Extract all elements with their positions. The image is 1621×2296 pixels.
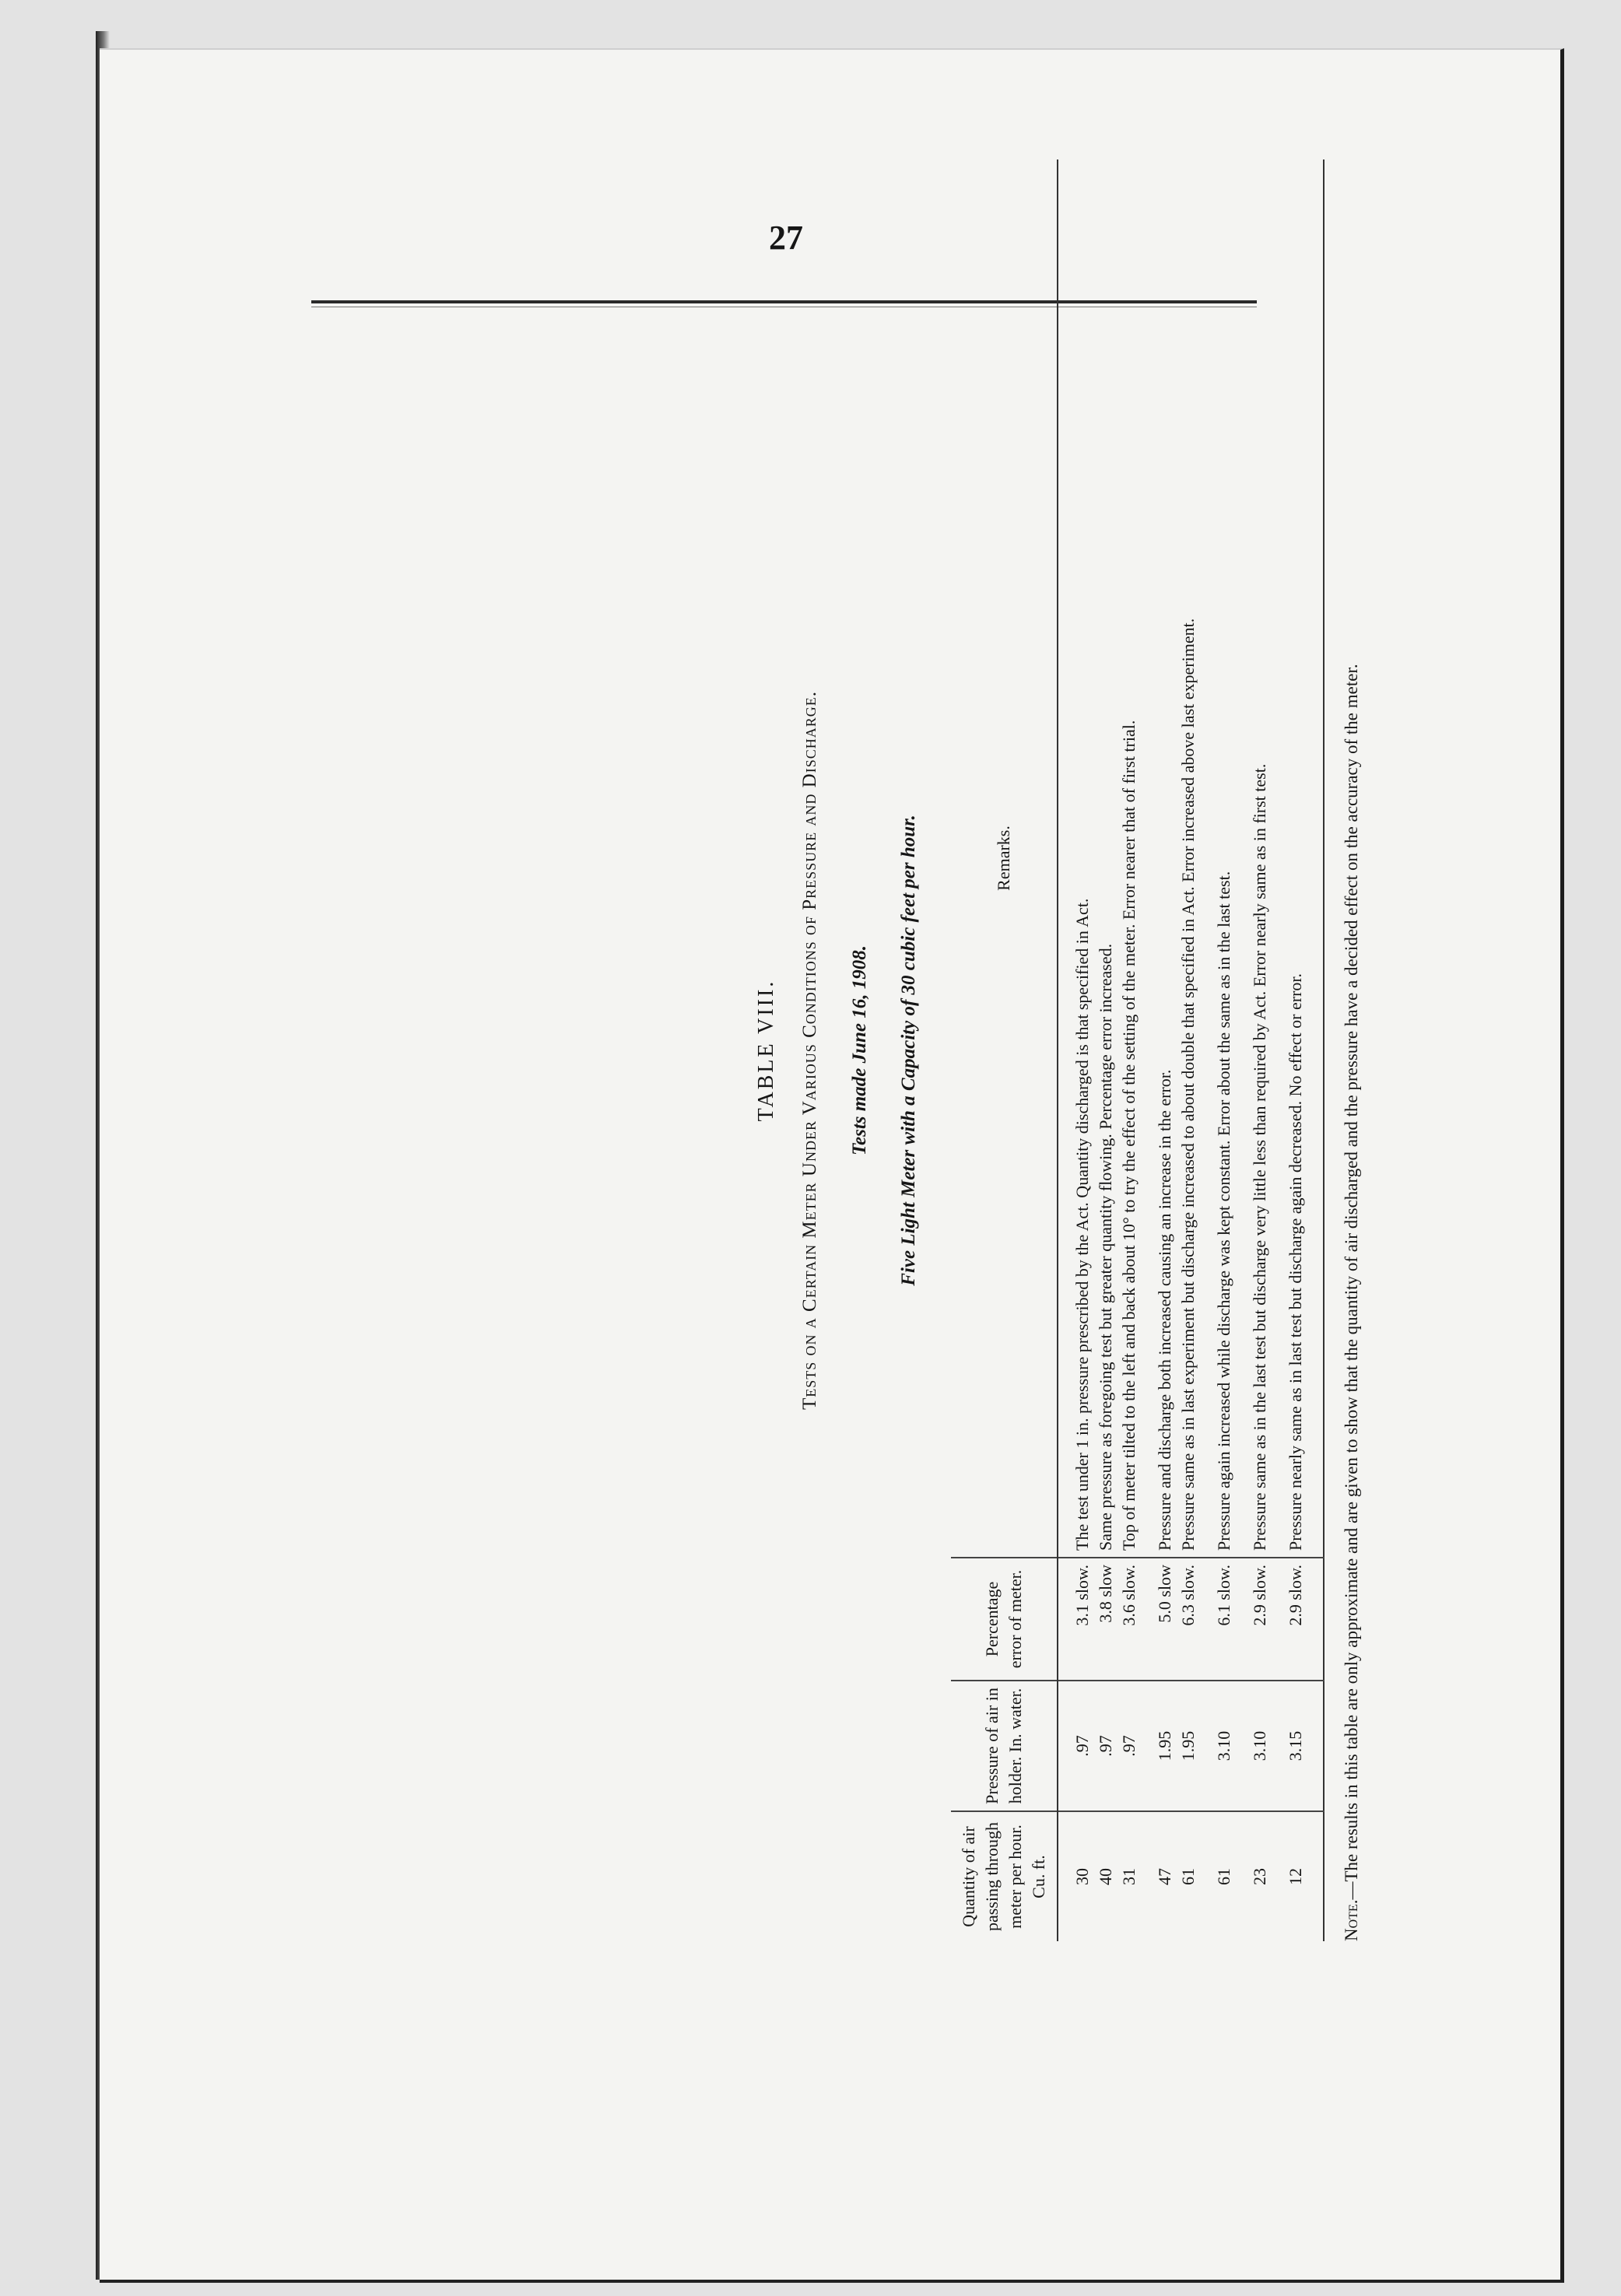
table-row	[1141, 159, 1177, 1941]
error-cell: 6.1 slow.	[1200, 1558, 1236, 1681]
quantity-cell: 23	[1250, 1868, 1269, 1885]
error-cell: 2.9 slow.	[1272, 1558, 1324, 1681]
quantity-cell: 30	[1072, 1868, 1092, 1885]
header-remarks: Remarks.	[951, 159, 1058, 1558]
table-subtitle: Tests on a Certain Meter Under Various Conditions of Pressure and Discharge.	[799, 691, 820, 1410]
header-quantity: Quantity of air passing through meter per hour. Cu. ft.	[951, 1811, 1058, 1941]
rotated-table-block	[747, 132, 1603, 1968]
table-label: TABLE VIII.	[754, 979, 778, 1122]
table-row	[1058, 159, 1094, 1941]
pressure-cell: .97	[1094, 1681, 1118, 1811]
remarks-cell: Pressure same as in last experiment but discharge increased to about double that specified in Act. Error increased above last experiment.	[1177, 159, 1200, 1558]
table-row	[1272, 159, 1324, 1941]
test-results-table	[951, 159, 1325, 1941]
remarks-cell: Pressure nearly same as in last test but discharge again decreased. No effect or error.	[1272, 159, 1324, 1558]
pressure-cell: 1.95	[1141, 1681, 1177, 1811]
pressure-cell: 3.10	[1236, 1681, 1272, 1811]
pressure-cell: 3.15	[1272, 1681, 1324, 1811]
table-row	[1118, 159, 1141, 1941]
pressure-cell: .97	[1058, 1681, 1094, 1811]
quantity-cell: 61	[1178, 1868, 1198, 1885]
error-cell: 3.6 slow.	[1118, 1558, 1141, 1681]
table-row	[1177, 159, 1200, 1941]
table-row	[1200, 159, 1236, 1941]
quantity-cell: 61	[1214, 1868, 1233, 1885]
remarks-cell: The test under 1 in. pressure prescribed by the Act. Quantity discharged is that specified in Act.	[1058, 159, 1094, 1558]
error-cell: 2.9 slow.	[1236, 1558, 1272, 1681]
quantity-cell: 40	[1096, 1868, 1115, 1885]
remarks-cell: Top of meter tilted to the left and back about 10° to try the effect of the setting of the meter. Error nearer that of first trial.	[1118, 159, 1141, 1558]
pressure-cell: 3.10	[1200, 1681, 1236, 1811]
table-row	[1094, 159, 1118, 1941]
remarks-cell: Same pressure as foregoing test but greater quantity flowing. Percentage error increased.	[1094, 159, 1118, 1558]
footnote-lead: Note.	[1342, 1899, 1361, 1941]
error-cell: 3.1 slow.	[1058, 1558, 1094, 1681]
remarks-cell: Pressure again increased while discharge was kept constant. Error about the same as in the last test.	[1200, 159, 1236, 1558]
remarks-cell: Pressure and discharge both increased causing an increase in the error.	[1141, 159, 1177, 1558]
quantity-cell: 47	[1155, 1868, 1174, 1885]
quantity-cell: 12	[1286, 1868, 1305, 1885]
quantity-cell: 31	[1119, 1868, 1139, 1885]
table-row	[1236, 159, 1272, 1941]
remarks-cell: Pressure same as in the last test but discharge very little less than required by Act. Error nearly same as in first test.	[1236, 159, 1272, 1558]
meter-description-line: Five Light Meter with a Capacity of 30 cubic feet per hour.	[898, 815, 919, 1286]
footnote-text: —The results in this table are only approximate and are given to show that the quantity of air discharged and the pressure have a decided effect on the accuracy of the meter.	[1342, 664, 1361, 1900]
rotated-table-content	[747, 132, 1603, 1968]
header-error: Percentage error of meter.	[951, 1558, 1058, 1681]
test-date-line: Tests made June 16, 1908.	[849, 945, 870, 1155]
error-cell: 6.3 slow.	[1177, 1558, 1200, 1681]
error-cell: 5.0 slow	[1141, 1558, 1177, 1681]
pressure-cell: .97	[1118, 1681, 1141, 1811]
table-footnote	[1339, 159, 1365, 1941]
header-pressure: Pressure of air in holder. In. water.	[951, 1681, 1058, 1811]
page-number: 27	[769, 219, 803, 257]
error-cell: 3.8 slow	[1094, 1558, 1118, 1681]
table-header-row	[951, 159, 1058, 1941]
table-heading	[747, 132, 932, 1968]
pressure-cell: 1.95	[1177, 1681, 1200, 1811]
